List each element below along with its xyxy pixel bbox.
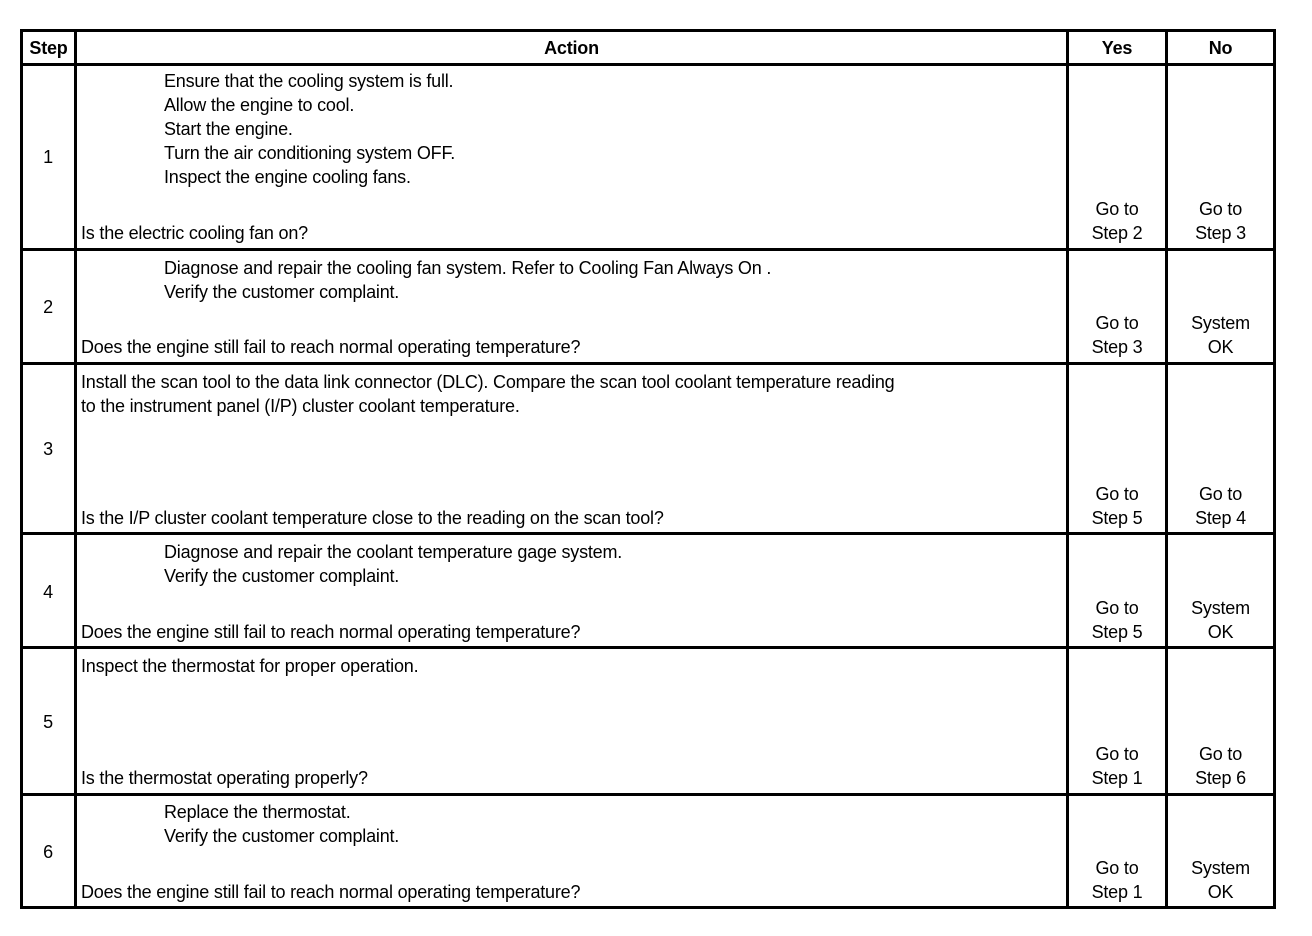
instruction-line: Replace the thermostat. xyxy=(164,802,351,822)
no-line: System xyxy=(1191,598,1250,618)
question-text: Does the engine still fail to reach normal operating temperature? xyxy=(81,622,581,642)
no-line: Step 6 xyxy=(1195,768,1246,788)
yes-line: Step 1 xyxy=(1091,768,1143,788)
instruction-line: Install the scan tool to the data link connector (DLC). Compare the scan tool coolant temperature reading xyxy=(81,372,895,392)
no-line: OK xyxy=(1207,337,1234,357)
column-divider xyxy=(74,29,77,909)
question-text: Is the thermostat operating properly? xyxy=(81,768,368,788)
column-divider xyxy=(1273,29,1276,909)
question-text: Is the I/P cluster coolant temperature close to the reading on the scan tool? xyxy=(81,508,664,528)
no-line: OK xyxy=(1207,882,1234,902)
no-line: Step 3 xyxy=(1195,223,1246,243)
no-line: Go to xyxy=(1198,484,1243,504)
yes-line: Go to xyxy=(1095,744,1139,764)
table-border-top xyxy=(20,29,1276,32)
yes-line: Step 5 xyxy=(1091,622,1143,642)
row-divider xyxy=(20,793,1276,796)
question-text: Does the engine still fail to reach normal operating temperature? xyxy=(81,337,581,357)
no-line: Step 4 xyxy=(1195,508,1246,528)
row-divider xyxy=(20,646,1276,649)
no-line: System xyxy=(1191,858,1250,878)
step-number: 6 xyxy=(43,842,53,862)
yes-line: Go to xyxy=(1095,858,1139,878)
row-divider xyxy=(20,63,1276,66)
table-border-bottom xyxy=(20,906,1276,909)
yes-line: Step 5 xyxy=(1091,508,1143,528)
question-text: Does the engine still fail to reach normal operating temperature? xyxy=(81,882,581,902)
row-divider xyxy=(20,362,1276,365)
header-step: Step xyxy=(29,38,68,58)
no-line: OK xyxy=(1207,622,1234,642)
instruction-line: Inspect the thermostat for proper operation. xyxy=(81,656,419,676)
yes-line: Step 1 xyxy=(1091,882,1143,902)
question-text: Is the electric cooling fan on? xyxy=(81,223,308,243)
header-action: Action xyxy=(544,38,599,58)
no-line: Go to xyxy=(1198,199,1243,219)
instruction-line: Ensure that the cooling system is full. xyxy=(164,71,454,91)
instruction-line: Allow the engine to cool. xyxy=(164,95,355,115)
instruction-line: Turn the air conditioning system OFF. xyxy=(164,143,456,163)
instruction-line: Diagnose and repair the cooling fan system. Refer to Cooling Fan Always On . xyxy=(164,258,772,278)
yes-line: Go to xyxy=(1095,484,1139,504)
instruction-line: to the instrument panel (I/P) cluster coolant temperature. xyxy=(81,396,520,416)
yes-line: Go to xyxy=(1095,598,1139,618)
yes-line: Go to xyxy=(1095,199,1139,219)
row-divider xyxy=(20,532,1276,535)
yes-line: Step 3 xyxy=(1091,337,1143,357)
instruction-line: Verify the customer complaint. xyxy=(164,826,400,846)
step-number: 3 xyxy=(43,439,53,459)
step-number: 1 xyxy=(43,147,53,167)
instruction-line: Diagnose and repair the coolant temperature gage system. xyxy=(164,542,623,562)
step-number: 5 xyxy=(43,712,53,732)
step-number: 2 xyxy=(43,297,53,317)
instruction-line: Verify the customer complaint. xyxy=(164,282,400,302)
row-divider xyxy=(20,248,1276,251)
header-no: No xyxy=(1208,38,1233,58)
instruction-line: Inspect the engine cooling fans. xyxy=(164,167,411,187)
instruction-line: Verify the customer complaint. xyxy=(164,566,400,586)
yes-line: Step 2 xyxy=(1091,223,1143,243)
diagnostic-table xyxy=(20,29,1276,909)
header-yes: Yes xyxy=(1101,38,1133,58)
instruction-line: Start the engine. xyxy=(164,119,293,139)
no-line: Go to xyxy=(1198,744,1243,764)
step-number: 4 xyxy=(43,582,53,602)
yes-line: Go to xyxy=(1095,313,1139,333)
no-line: System xyxy=(1191,313,1250,333)
